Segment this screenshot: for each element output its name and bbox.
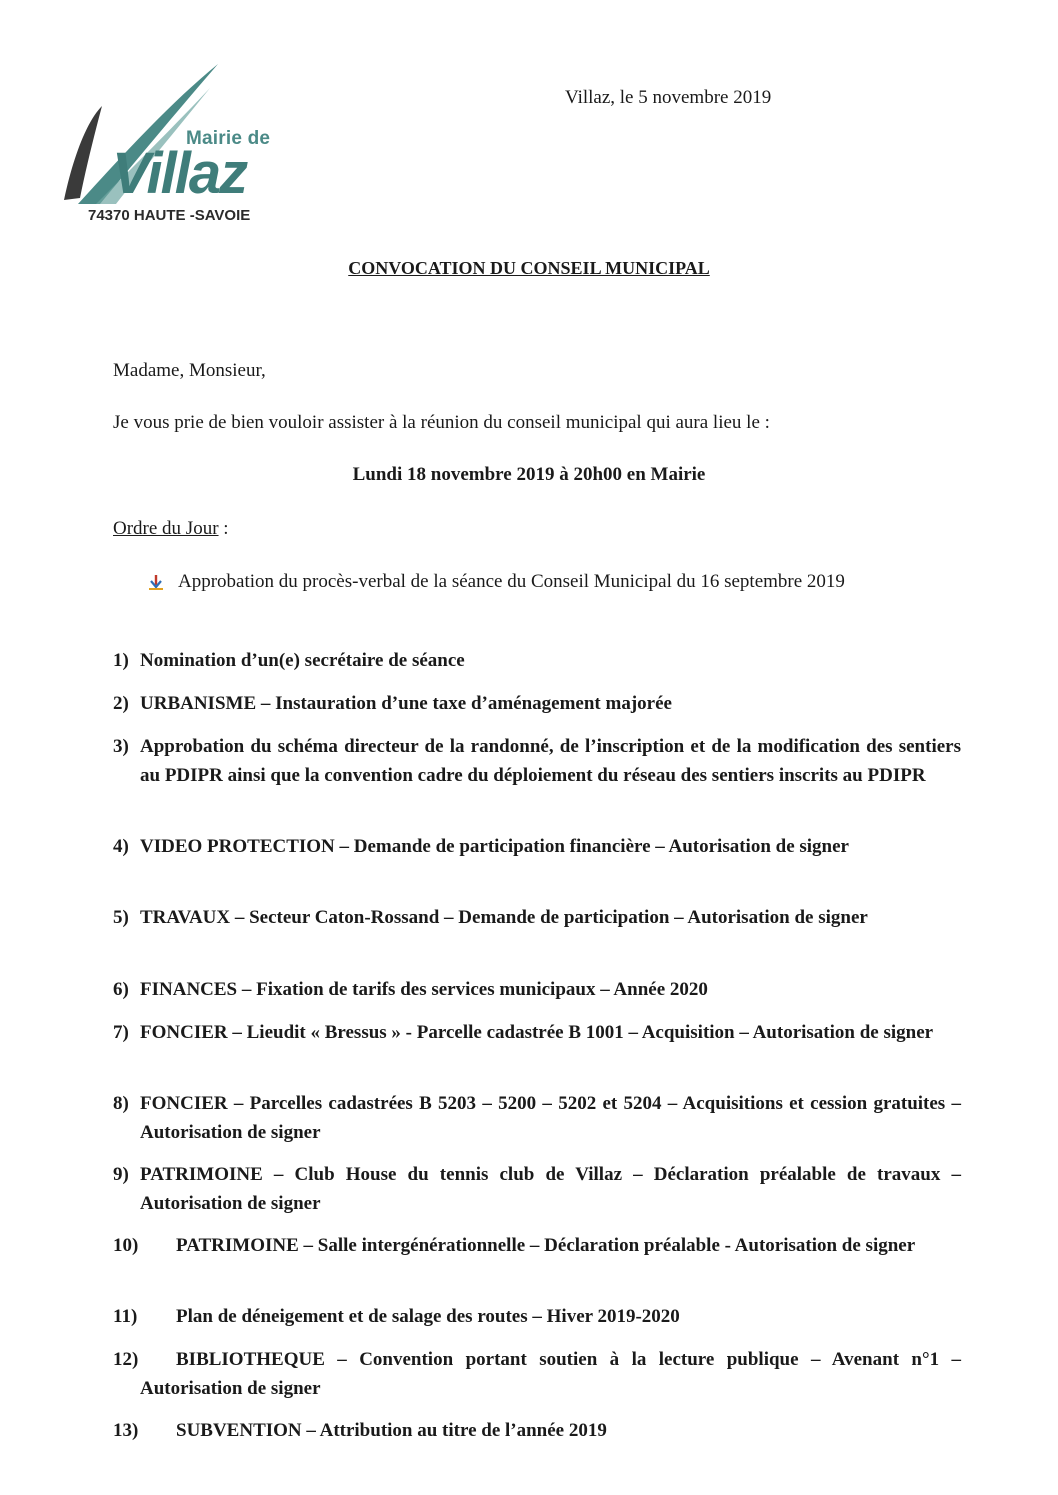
agenda-item-number: 3) (113, 736, 129, 757)
agenda-item-6 (113, 976, 961, 1005)
agenda-bullet-item: Approbation du procès-verbal de la séance du Conseil Municipal du 16 septembre 2019 (178, 571, 845, 592)
agenda-item-number: 2) (113, 693, 129, 714)
agenda-item-number: 10) (113, 1235, 139, 1256)
logo-address: 74370 HAUTE -SAVOIE (88, 207, 251, 224)
agenda-label-colon: : (218, 518, 229, 539)
document-title-text: CONVOCATION DU CONSEIL MUNICIPAL (348, 258, 710, 278)
agenda-item-number: 8) (113, 1093, 129, 1114)
meeting-datetime: Lundi 18 novembre 2019 à 20h00 en Mairie (352, 464, 706, 485)
agenda-item-7 (113, 1019, 961, 1048)
letter-date: Villaz, le 5 novembre 2019 (565, 87, 772, 108)
agenda-item-number: 12) (113, 1349, 139, 1370)
agenda-item-number: 7) (113, 1022, 129, 1043)
agenda-item-number: 1) (113, 650, 129, 671)
agenda-item-text: VIDEO PROTECTION – Demande de participation financière – Autorisation de signer (140, 836, 849, 857)
agenda-item-text: FINANCES – Fixation de tarifs des services municipaux – Année 2020 (140, 979, 708, 1000)
agenda-item-9 (113, 1161, 961, 1218)
agenda-item-5 (113, 904, 961, 933)
logo-mairie-text: Mairie de (186, 128, 271, 149)
agenda-item-text: TRAVAUX – Secteur Caton-Rossand – Demande de participation – Autorisation de signer (140, 907, 868, 928)
agenda-item-number: 11) (113, 1306, 138, 1327)
agenda-item-number: 4) (113, 836, 129, 857)
agenda-item-2 (113, 690, 961, 719)
agenda-item-4 (113, 833, 961, 862)
municipality-logo (60, 58, 280, 233)
agenda-item-text: FONCIER – Lieudit « Bressus » - Parcelle cadastrée B 1001 – Acquisition – Autorisation de signer (140, 1022, 934, 1043)
document-title (0, 258, 1058, 279)
agenda-label-text: Ordre du Jour (113, 518, 219, 539)
arrow-bullet-icon (147, 573, 165, 591)
agenda-item-text: Plan de déneigement et de salage des routes – Hiver 2019-2020 (176, 1306, 680, 1327)
intro-paragraph: Je vous prie de bien vouloir assister à la réunion du conseil municipal qui aura lieu le : (113, 412, 770, 433)
agenda-item-number: 13) (113, 1420, 139, 1441)
logo-villaz-text: Villaz (112, 141, 247, 206)
agenda-item-text: PATRIMOINE – Salle intergénérationnelle – Déclaration préalable - Autorisation de signer (176, 1235, 916, 1256)
agenda-item-8 (113, 1090, 961, 1147)
agenda-item-text: SUBVENTION – Attribution au titre de l’année 2019 (176, 1420, 607, 1441)
salutation: Madame, Monsieur, (113, 360, 266, 381)
agenda-item-number: 6) (113, 979, 129, 1000)
agenda-item-13 (113, 1417, 961, 1446)
agenda-label (113, 518, 229, 540)
agenda-item-10 (113, 1232, 961, 1261)
agenda-item-text: PATRIMOINE – Club House du tennis club de Villaz – Déclaration préalable de travaux – Autorisation de signer (140, 1164, 961, 1214)
agenda-item-text: FONCIER – Parcelles cadastrées B 5203 – 5200 – 5202 et 5204 – Acquisitions et cession gratuites – Autorisation de signer (140, 1093, 961, 1143)
agenda-item-11 (113, 1303, 961, 1332)
agenda-item-text: URBANISME – Instauration d’une taxe d’aménagement majorée (140, 693, 672, 714)
agenda-item-1 (113, 647, 961, 676)
agenda-item-3 (113, 733, 961, 790)
agenda-item-text: Approbation du schéma directeur de la randonné, de l’inscription et de la modification des sentiers au PDIPR ainsi que la convention cadre du déploiement du réseau des sentiers inscrits au PDIPR (140, 736, 961, 786)
agenda-item-text: Nomination d’un(e) secrétaire de séance (140, 650, 465, 671)
agenda-item-text: BIBLIOTHEQUE – Convention portant soutien à la lecture publique – Avenant n°1 – Autorisation de signer (140, 1349, 961, 1399)
agenda-item-number: 5) (113, 907, 129, 928)
agenda-item-number: 9) (113, 1164, 129, 1185)
agenda-item-12 (113, 1346, 961, 1403)
